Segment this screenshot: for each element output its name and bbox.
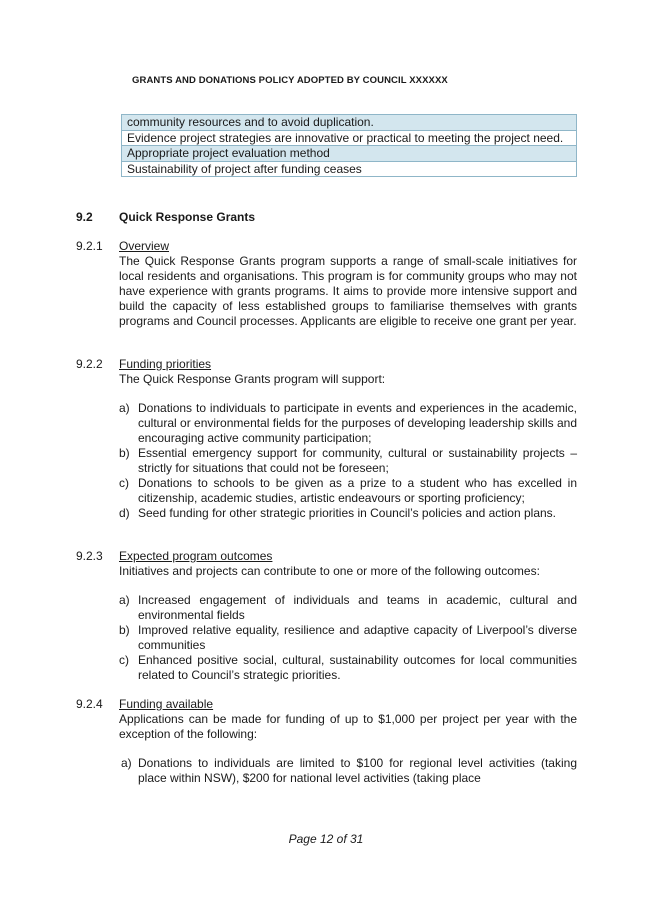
table-row (122, 130, 577, 146)
list-item (119, 446, 577, 476)
list-item-label: a) (119, 401, 130, 415)
subsection-number: 9.2.1 (76, 239, 103, 253)
subsection-title: Overview (119, 239, 170, 253)
list-item (119, 593, 577, 623)
expected-outcomes-intro: Initiatives and projects can contribute to one or more of the following outcomes: (119, 564, 540, 578)
subsection-title: Funding priorities (119, 357, 212, 371)
page-header: GRANTS AND DONATIONS POLICY ADOPTED BY COUNCIL XXXXXX (132, 75, 448, 86)
funding-available-list (121, 756, 577, 786)
list-item (121, 756, 577, 786)
list-item-text: Donations to individuals are limited to $100 for regional level activities (taking place within NSW), $200 for national level activities (taking place (138, 756, 577, 785)
list-item-label: d) (119, 506, 130, 520)
overview-paragraph: The Quick Response Grants program supports a range of small-scale initiatives for local residents and organisations. This program is for community groups who may not have experience with grants programs. It aims to provide more intensive support and build the capacity of less established groups to familiarise themselves with grants programs and Council processes. Applicants are eligible to receive one grant per year. (119, 254, 577, 329)
list-item-text: Enhanced positive social, cultural, sustainability outcomes for local communities related to Council’s strategic priorities. (138, 653, 577, 682)
table-row (122, 161, 577, 177)
list-item-label: b) (119, 446, 130, 460)
criteria-table (121, 114, 577, 177)
list-item-text: Essential emergency support for community, cultural or sustainability projects – strictly for situations that could not be foreseen; (138, 446, 577, 475)
page-footer: Page 12 of 31 (288, 832, 364, 846)
funding-priorities-list (119, 401, 577, 521)
list-item-label: c) (119, 476, 129, 490)
list-item (119, 623, 577, 653)
section-title: Quick Response Grants (119, 210, 256, 224)
table-cell: Appropriate project evaluation method (122, 146, 577, 162)
list-item-text: Donations to individuals to participate in events and experiences in the academic, cultural or environmental fields for the purposes of developing leadership skills and encouraging active community participation; (138, 401, 577, 445)
subsection-title: Expected program outcomes (119, 549, 273, 563)
funding-available-intro: Applications can be made for funding of up to $1,000 per project per year with the exception of the following: (119, 712, 577, 742)
table-cell: Evidence project strategies are innovative or practical to meeting the project need. (122, 130, 577, 146)
list-item (119, 401, 577, 446)
list-item-label: a) (121, 756, 132, 770)
list-item-text: Seed funding for other strategic priorities in Council’s policies and action plans. (138, 506, 557, 520)
list-item-label: b) (119, 623, 130, 637)
list-item-label: a) (119, 593, 130, 607)
subsection-title: Funding available (119, 697, 214, 711)
list-item (119, 476, 577, 506)
table-row (122, 146, 577, 162)
table-cell: community resources and to avoid duplication. (122, 115, 577, 131)
subsection-number: 9.2.3 (76, 549, 103, 563)
subsection-number: 9.2.2 (76, 357, 103, 371)
subsection-number: 9.2.4 (76, 697, 103, 711)
table-row (122, 115, 577, 131)
table-cell: Sustainability of project after funding ceases (122, 161, 577, 177)
list-item-label: c) (119, 653, 129, 667)
list-item-text: Donations to schools to be given as a prize to a student who has excelled in citizenship, academic studies, artistic endeavours or sporting proficiency; (138, 476, 577, 505)
expected-outcomes-list (119, 593, 577, 683)
list-item-text: Increased engagement of individuals and teams in academic, cultural and environmental fields (138, 593, 577, 622)
list-item (119, 653, 577, 683)
funding-priorities-intro: The Quick Response Grants program will support: (119, 372, 386, 386)
list-item (119, 506, 577, 521)
list-item-text: Improved relative equality, resilience and adaptive capacity of Liverpool’s diverse communities (138, 623, 577, 652)
section-number: 9.2 (76, 210, 93, 224)
